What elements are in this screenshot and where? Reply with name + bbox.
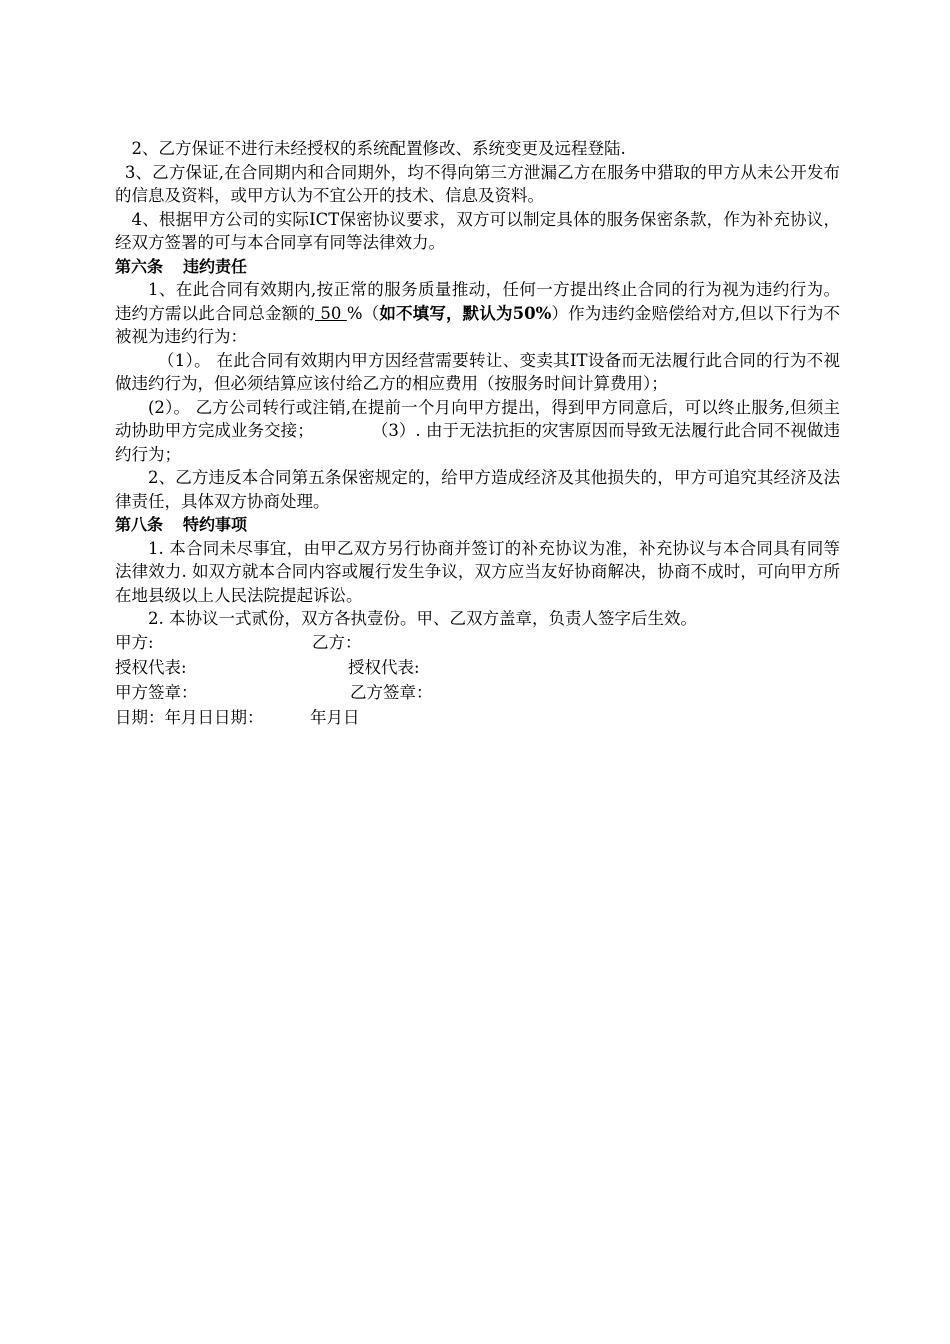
clause6-paragraph1 — [115, 278, 840, 349]
clause8-paragraph1: 1. 本合同未尽事宜，由甲乙双方另行协商并签订的补充协议为准，补充协议与本合同具有同等法律效力. 如双方就本合同内容或履行发生争议，双方应当友好协商解决，协商不成时，可向甲方所在地县级以上人民法院提起诉讼。 — [115, 538, 840, 605]
date-a-label: 日期：年月日日期： — [115, 707, 264, 727]
clause5-item3: 3、乙方保证,在合同期内和合同期外，均不得向第三方泄漏乙方在服务中猎取的甲方从未公开发布的信息及资料，或甲方认为不宜公开的技术、信息及资料。 — [115, 162, 840, 205]
penalty-default-note: 如不填写，默认为50% — [379, 303, 552, 323]
rep-a-label: 授权代表: — [115, 657, 187, 677]
clause5-item4: 4、根据甲方公司的实际ICT保密协议要求，双方可以制定具体的服务保密条款，作为补充协议，经双方签署的可与本合同享有同等法律效力。 — [115, 209, 840, 252]
clause6-heading — [115, 255, 840, 279]
clause6-p1-text: 1、在此合同有效期内,按正常的服务质量推动，任何一方提出终止合同的行为视为违约行为。违约方需以此合同总金额的 — [115, 280, 840, 323]
clause8-paragraph2: 2. 本协议一式贰份，双方各执壹份。甲、乙双方盖章，负责人签字后生效。 — [148, 609, 697, 628]
party-a-label: 甲方: — [115, 632, 154, 652]
date-b-label: 年月日 — [310, 707, 360, 727]
clause6-sub1: （1）。 在此合同有效期内甲方因经营需要转让、变卖其IT设备而无法履行此合同的行为不视做违约行为，但必须结算应该付给乙方的相应费用（按服务时间计算费用）； — [115, 350, 840, 393]
clause6-p1-tail: ）作为违约金赔偿给对方,但以下行为不被视为违约行为： — [115, 303, 841, 346]
signature-seal-row — [115, 681, 840, 706]
clause6-number: 第六条 — [115, 256, 164, 276]
clause6-title: 违约责任 — [183, 256, 248, 276]
clause6-sub3-text: （3）. 由于无法抗拒的灾害原因而导致无法履行此合同不视做违约行为； — [115, 421, 840, 464]
clause8-number: 第八条 — [115, 515, 164, 534]
clause5-item2: 2、乙方保证不进行未经授权的系统配置修改、系统变更及远程登陆. — [131, 139, 626, 158]
seal-a-label: 甲方签章： — [115, 682, 198, 702]
signature-date-row — [115, 706, 840, 731]
rep-b-label: 授权代表: — [348, 657, 420, 677]
signature-rep-row — [115, 656, 840, 681]
clause6-sub2 — [115, 396, 840, 467]
seal-b-label: 乙方签章： — [350, 682, 433, 702]
clause8-title: 特约事项 — [183, 515, 248, 534]
clause6-paragraph2: 2、乙方违反本合同第五条保密规定的，给甲方造成经济及其他损失的，甲方可追究其经济及法律责任，具体双方协商处理。 — [115, 468, 840, 511]
signature-party-row — [115, 631, 840, 656]
clause8-heading — [115, 513, 840, 537]
clause6-sub2-text: (2）。 乙方公司转行或注销,在提前一个月向甲方提出，得到甲方同意后，可以终止服务,但须主动协助甲方完成业务交接； — [115, 397, 840, 440]
penalty-rate: 50 — [314, 303, 347, 323]
contract-page — [115, 137, 840, 731]
penalty-percent: %（ — [346, 303, 380, 323]
party-b-label: 乙方： — [312, 632, 362, 652]
